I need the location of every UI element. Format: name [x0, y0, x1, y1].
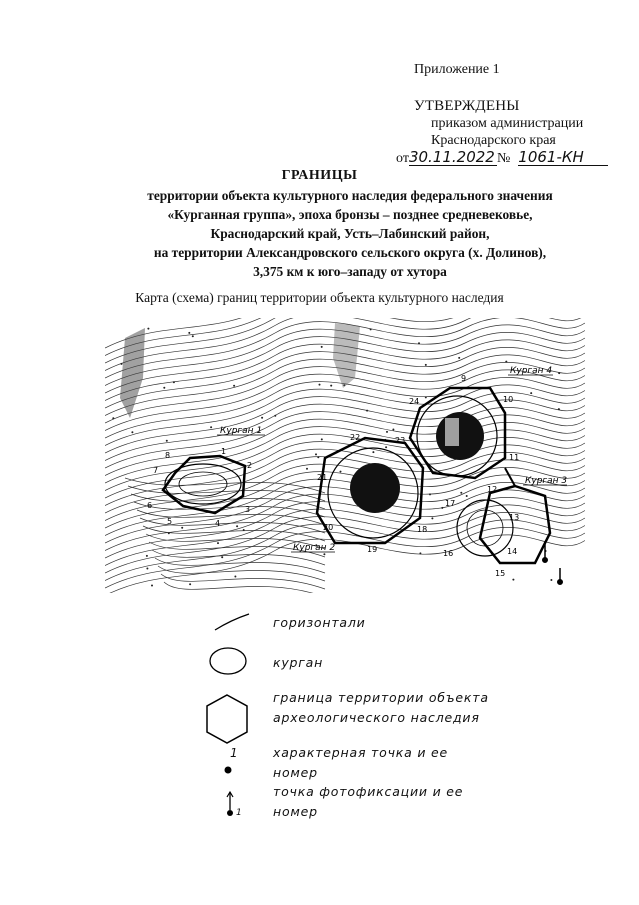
elevation-point — [274, 415, 276, 417]
elevation-point — [330, 385, 332, 387]
point-number: 21 — [317, 473, 328, 482]
point-number: 6 — [147, 501, 153, 510]
contour-line — [125, 478, 325, 493]
contour-line — [143, 526, 325, 541]
elevation-point — [460, 492, 462, 494]
kurgan-3-mound — [457, 500, 513, 556]
photo-point-marker — [543, 543, 563, 585]
point-number: 3 — [245, 505, 251, 514]
legend-point-label-2: номер — [273, 765, 318, 780]
kurgan-2-label: Курган 2 — [293, 543, 336, 553]
point-number: 16 — [443, 549, 454, 558]
kurgan-4-label: Курган 4 — [510, 366, 553, 376]
point-number: 14 — [507, 547, 518, 556]
approved-label: УТВЕРЖДЕНЫ — [414, 98, 520, 114]
legend-boundary-label-1: граница территории объекта — [273, 690, 489, 705]
elevation-point — [112, 417, 114, 419]
elevation-point — [261, 417, 263, 419]
elevation-point — [317, 456, 319, 458]
appendix-label: Приложение 1 — [414, 62, 500, 77]
elevation-point — [370, 328, 372, 330]
elevation-point — [234, 576, 236, 578]
point-number: 4 — [215, 519, 221, 528]
elevation-point — [425, 396, 427, 398]
point-number: 12 — [487, 485, 498, 494]
order-number: 1061-КН — [518, 150, 608, 166]
point-number: 13 — [509, 513, 520, 522]
subtitle-line: «Курганная группа», эпоха бронзы – позднее средневековье, — [167, 207, 533, 222]
point-number: 24 — [409, 397, 420, 406]
elevation-point — [321, 438, 323, 440]
subtitle-line: Краснодарский край, Усть–Лабинский район, — [210, 226, 490, 241]
elevation-point — [418, 342, 420, 344]
legend-point-number: 1 — [230, 746, 238, 760]
elevation-point — [131, 431, 133, 433]
contour-line — [137, 510, 325, 525]
elevation-point — [319, 384, 321, 386]
boundary-hexagon-icon — [202, 692, 252, 746]
elevation-point — [151, 585, 153, 587]
elevation-point — [505, 361, 507, 363]
map-caption: Карта (схема) границ территории объекта культурного наследия — [135, 290, 504, 305]
point-number: 5 — [167, 517, 173, 526]
elevation-point — [146, 555, 148, 557]
elevation-point — [163, 387, 165, 389]
elevation-point — [366, 410, 368, 412]
elevation-point — [306, 468, 308, 470]
order-line-2: Краснодарского края — [431, 133, 556, 148]
elevation-point — [512, 579, 514, 581]
boundary-map — [105, 318, 585, 593]
point-dot-icon — [221, 763, 235, 777]
elevation-point — [323, 553, 325, 555]
point-number: 8 — [165, 451, 171, 460]
subtitle-line: территории объекта культурного наследия федерального значения — [147, 188, 553, 203]
legend-boundary-label-2: археологического наследия — [273, 710, 480, 725]
legend-photo-number: 1 — [236, 808, 242, 818]
point-number: 19 — [367, 545, 378, 554]
elevation-point — [385, 446, 387, 448]
kurgan-4-hatch — [445, 418, 459, 446]
point-number: 20 — [323, 523, 334, 532]
legend-contour-label: горизонтали — [273, 615, 366, 630]
contour-line — [164, 582, 325, 593]
point-number: 11 — [509, 453, 520, 462]
point-number: 17 — [445, 499, 456, 508]
elevation-point — [372, 451, 374, 453]
elevation-point — [392, 429, 394, 431]
point-number: 15 — [495, 569, 506, 578]
point-number: 1 — [221, 447, 227, 456]
elevation-point — [466, 495, 468, 497]
kurgan-circle-icon — [207, 645, 249, 677]
point-number: 2 — [247, 461, 253, 470]
elevation-point — [340, 471, 342, 473]
elevation-point — [236, 525, 238, 527]
legend-photo-label-2: номер — [273, 804, 318, 819]
elevation-point — [441, 507, 443, 509]
elevation-point — [147, 328, 149, 330]
elevation-point — [550, 579, 552, 581]
elevation-point — [315, 453, 317, 455]
elevation-point — [321, 346, 323, 348]
forest-strip — [120, 328, 145, 418]
subtitle-line: на территории Александровского сельского округа (х. Долинов), — [153, 245, 547, 260]
point-number: 23 — [395, 436, 406, 445]
elevation-point — [386, 431, 388, 433]
order-number-prefix: № — [496, 151, 511, 166]
elevation-point — [243, 529, 245, 531]
order-date-line — [396, 150, 608, 167]
elevation-point — [192, 335, 194, 337]
order-line-1: приказом администрации — [431, 116, 584, 131]
kurgan-3-label: Курган 3 — [525, 476, 568, 486]
elevation-point — [173, 381, 175, 383]
elevation-point — [419, 552, 421, 554]
elevation-point — [221, 556, 223, 558]
elevation-point — [530, 392, 532, 394]
order-date: 30.11.2022 — [409, 150, 497, 166]
elevation-point — [188, 332, 190, 334]
elevation-point — [217, 542, 219, 544]
subtitle-line: 3,375 км к юго–западу от хутора — [253, 264, 447, 279]
elevation-point — [458, 357, 460, 359]
legend-photo-label-1: точка фотофиксации и ее — [273, 784, 464, 799]
order-date-prefix: от — [396, 151, 409, 166]
point-number: 9 — [461, 374, 467, 383]
elevation-point — [429, 493, 431, 495]
kurgan-4-core — [436, 412, 484, 460]
point-number: 22 — [350, 433, 361, 442]
elevation-point — [558, 372, 560, 374]
elevation-point — [168, 532, 170, 534]
kurgan-2-core — [350, 463, 400, 513]
elevation-point — [181, 527, 183, 529]
document-title: ГРАНИЦЫ — [281, 168, 358, 183]
contour-line — [128, 486, 325, 501]
elevation-point — [431, 517, 433, 519]
point-number: 10 — [503, 395, 514, 404]
contour-line-icon — [213, 610, 253, 634]
point-number: 18 — [417, 525, 428, 534]
kurgan-1-label: Курган 1 — [220, 426, 263, 436]
elevation-point — [210, 426, 212, 428]
legend-point-label-1: характерная точка и ее — [273, 745, 449, 760]
kurgan-3-connector — [505, 468, 515, 486]
elevation-point — [121, 363, 123, 365]
elevation-point — [189, 583, 191, 585]
elevation-point — [425, 364, 427, 366]
elevation-point — [146, 568, 148, 570]
document-subtitle — [60, 186, 639, 281]
legend-kurgan-label: курган — [273, 655, 324, 670]
point-number: 7 — [153, 466, 159, 475]
elevation-point — [558, 408, 560, 410]
elevation-point — [233, 385, 235, 387]
elevation-point — [166, 440, 168, 442]
